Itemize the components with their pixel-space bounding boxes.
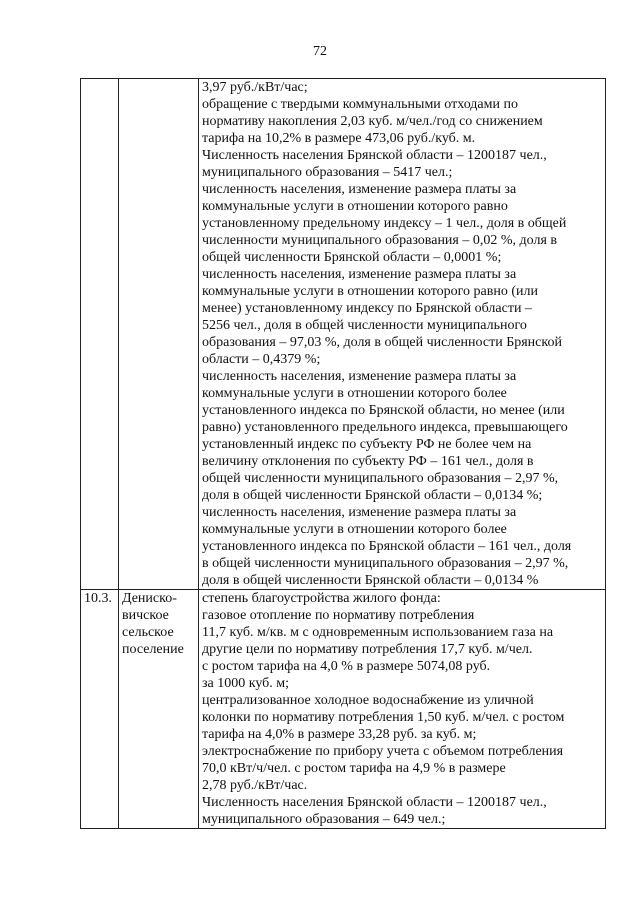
description-line: за 1000 куб. м; bbox=[202, 676, 290, 691]
description-line: степень благоустройства жилого фонда: bbox=[202, 591, 441, 606]
description-line: тарифа на 10,2% в размере 473,06 руб./куб. м. bbox=[202, 131, 476, 146]
description-line: равно) установленного предельного индекса, превышающего bbox=[202, 420, 568, 435]
row-number: 10.3. bbox=[84, 591, 112, 606]
description-line: Численность населения Брянской области – 1200187 чел., bbox=[202, 148, 547, 163]
description-line: коммунальные услуги в отношении которого равно (или bbox=[202, 284, 538, 299]
description-line: области – 0,4379 %; bbox=[202, 352, 321, 367]
settlement-name-cell bbox=[119, 590, 199, 829]
description-line: менее) установленному индексу по Брянской области – bbox=[202, 301, 532, 316]
description-line: 3,97 руб./кВт/час; bbox=[202, 80, 308, 95]
description-line: колонки по нормативу потребления 1,50 куб. м/чел. с ростом bbox=[202, 710, 565, 725]
page-number: 72 bbox=[313, 44, 327, 59]
description-line: численность населения, изменение размера платы за bbox=[202, 505, 517, 520]
description-line: с ростом тарифа на 4,0 % в размере 5074,08 руб. bbox=[202, 659, 491, 674]
description-line: в общей численности муниципального образования – 2,97 %, bbox=[202, 556, 569, 571]
description-line: установленного индекса по Брянской области, но менее (или bbox=[202, 403, 565, 418]
description-line: установленному предельному индексу – 1 чел., доля в общей bbox=[202, 216, 567, 231]
settlement-name-line: вичское bbox=[122, 608, 169, 623]
description-cell bbox=[199, 79, 606, 590]
settlement-name-line: поселение bbox=[122, 642, 184, 657]
description-line: установленный индекс по субъекту РФ не более чем на bbox=[202, 437, 532, 452]
description-line: коммунальные услуги в отношении которого более bbox=[202, 522, 507, 537]
table-row bbox=[81, 590, 606, 829]
row-number-cell bbox=[81, 590, 119, 829]
description-line: численность населения, изменение размера платы за bbox=[202, 369, 517, 384]
document-table bbox=[80, 78, 606, 829]
description-line: величину отклонения по субъекту РФ – 161 чел., доля в bbox=[202, 454, 534, 469]
description-line: коммунальные услуги в отношении которого более bbox=[202, 386, 507, 401]
row-number-cell bbox=[81, 79, 119, 590]
settlement-name-line: сельское bbox=[122, 625, 174, 640]
description-line: 11,7 куб. м/кв. м с одновременным использованием газа на bbox=[202, 625, 554, 640]
description-line: Численность населения Брянской области – 1200187 чел., bbox=[202, 795, 547, 810]
description-line: 5256 чел., доля в общей численности муниципального bbox=[202, 318, 527, 333]
description-line: электроснабжение по прибору учета с объемом потребления bbox=[202, 744, 564, 759]
settlement-name-line: Дениско- bbox=[122, 591, 177, 606]
description-line: доля в общей численности Брянской области – 0,0134 %; bbox=[202, 488, 543, 503]
description-line: численности муниципального образования – 0,02 %, доля в bbox=[202, 233, 558, 248]
description-cell bbox=[199, 590, 606, 829]
description-line: другие цели по нормативу потребления 17,7 куб. м/чел. bbox=[202, 642, 533, 657]
description-line: установленного индекса по Брянской области – 161 чел., доля bbox=[202, 539, 572, 554]
description-line: общей численности муниципального образования – 2,97 %, bbox=[202, 471, 559, 486]
description-line: тарифа на 4,0% в размере 33,28 руб. за куб. м; bbox=[202, 727, 477, 742]
description-line: централизованное холодное водоснабжение из уличной bbox=[202, 693, 534, 708]
description-line: 70,0 кВт/ч/чел. с ростом тарифа на 4,9 % в размере bbox=[202, 761, 506, 776]
description-line: общей численности Брянской области – 0,0001 %; bbox=[202, 250, 502, 265]
description-line: образования – 97,03 %, доля в общей численности Брянской bbox=[202, 335, 562, 350]
description-line: численность населения, изменение размера платы за bbox=[202, 182, 517, 197]
description-line: нормативу накопления 2,03 куб. м/чел./год со снижением bbox=[202, 114, 543, 129]
description-line: муниципального образования – 5417 чел.; bbox=[202, 165, 453, 180]
description-line: коммунальные услуги в отношении которого равно bbox=[202, 199, 508, 214]
description-line: муниципального образования – 649 чел.; bbox=[202, 812, 446, 827]
description-line: газовое отопление по нормативу потребления bbox=[202, 608, 475, 623]
description-line: 2,78 руб./кВт/час. bbox=[202, 778, 308, 793]
description-line: численность населения, изменение размера платы за bbox=[202, 267, 517, 282]
settlement-name-cell bbox=[119, 79, 199, 590]
description-line: обращение с твердыми коммунальными отходами по bbox=[202, 97, 518, 112]
table-row bbox=[81, 79, 606, 590]
description-line: доля в общей численности Брянской области – 0,0134 % bbox=[202, 573, 539, 588]
